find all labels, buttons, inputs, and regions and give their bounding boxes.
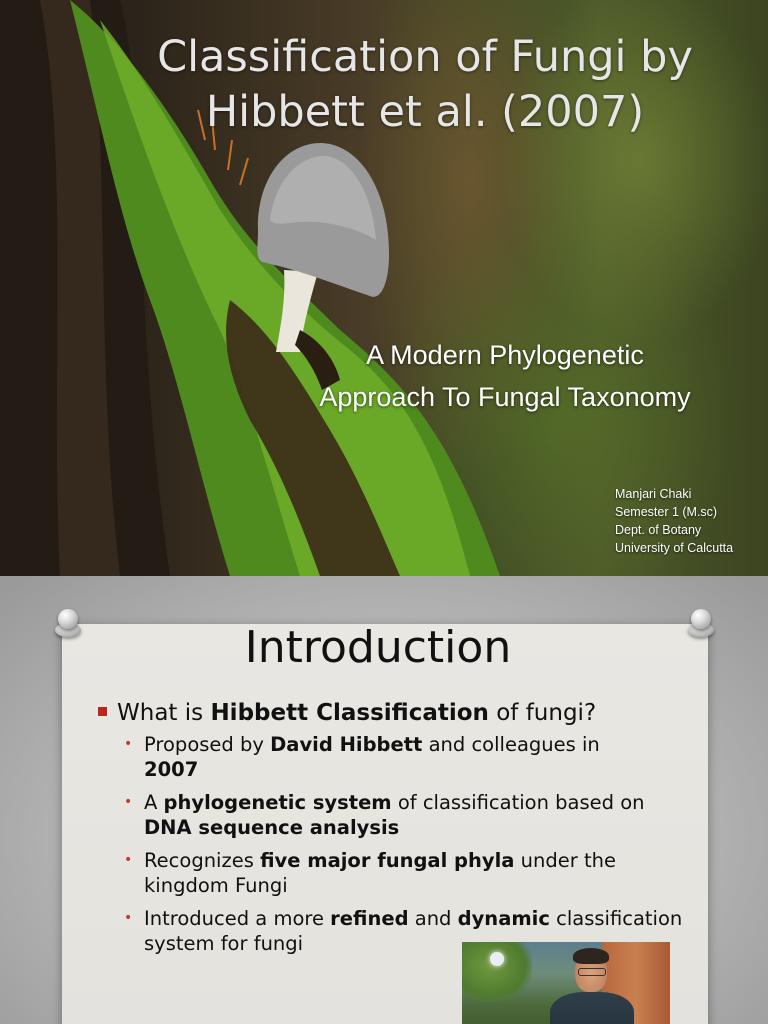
sub-bullet-bold: dynamic xyxy=(457,907,550,930)
slide-subtitle-line1: A Modern Phylogenetic xyxy=(366,340,644,370)
sub-bullet-text: Introduced a more xyxy=(144,907,331,930)
slide-title xyxy=(95,30,755,140)
sub-bullet-bold: five major fungal phyla xyxy=(260,849,515,872)
main-bullet-pre: What is xyxy=(117,700,211,726)
portrait-photo xyxy=(462,942,670,1024)
slide-title-line1: Classification of Fungi by xyxy=(157,32,693,82)
sub-bullet-text: and colleagues in xyxy=(422,733,600,756)
sub-bullet-bold: 2007 xyxy=(144,758,199,781)
sub-bullet-bold: refined xyxy=(330,907,409,930)
main-bullet xyxy=(98,698,698,728)
sub-bullet-item xyxy=(124,848,684,898)
sub-bullet-text: Recognizes xyxy=(144,849,261,872)
round-bullet-icon: • xyxy=(124,910,133,926)
main-bullet-bold: Hibbett Classification xyxy=(210,700,489,726)
round-bullet-icon: • xyxy=(124,736,133,752)
sub-bullet-text: classification system for fungi xyxy=(144,907,683,955)
sub-bullet-bold: phylogenetic system xyxy=(163,791,392,814)
sub-bullet-text: of classification based on xyxy=(391,791,645,814)
author-university: University of Calcutta xyxy=(615,541,734,555)
square-bullet-icon xyxy=(98,707,107,716)
author-semester: Semester 1 (M.sc) xyxy=(615,505,718,519)
sub-bullet-item xyxy=(124,790,684,840)
author-department: Dept. of Botany xyxy=(615,523,702,537)
introduction-title: Introduction xyxy=(244,622,512,673)
sub-bullet-list xyxy=(124,732,684,964)
slide-title-line2: Hibbett et al. (2007) xyxy=(205,87,645,137)
main-bullet-post: of fungi? xyxy=(488,700,597,726)
author-name: Manjari Chaki xyxy=(615,487,692,501)
slide-subtitle xyxy=(270,334,740,418)
sub-bullet-bold: David Hibbett xyxy=(270,733,423,756)
slide-subtitle-line2: Approach To Fungal Taxonomy xyxy=(319,382,691,412)
sub-bullet-text: A xyxy=(144,791,164,814)
sub-bullet-item xyxy=(124,732,684,782)
introduction-slide xyxy=(0,576,768,1024)
sub-bullet-text: and xyxy=(408,907,458,930)
round-bullet-icon: • xyxy=(124,852,133,868)
sub-bullet-bold: DNA sequence analysis xyxy=(144,816,400,839)
round-bullet-icon: • xyxy=(124,794,133,810)
author-block xyxy=(615,485,733,557)
sub-bullet-text: Proposed by xyxy=(144,733,271,756)
sub-bullet-text: under the kingdom Fungi xyxy=(144,849,616,897)
